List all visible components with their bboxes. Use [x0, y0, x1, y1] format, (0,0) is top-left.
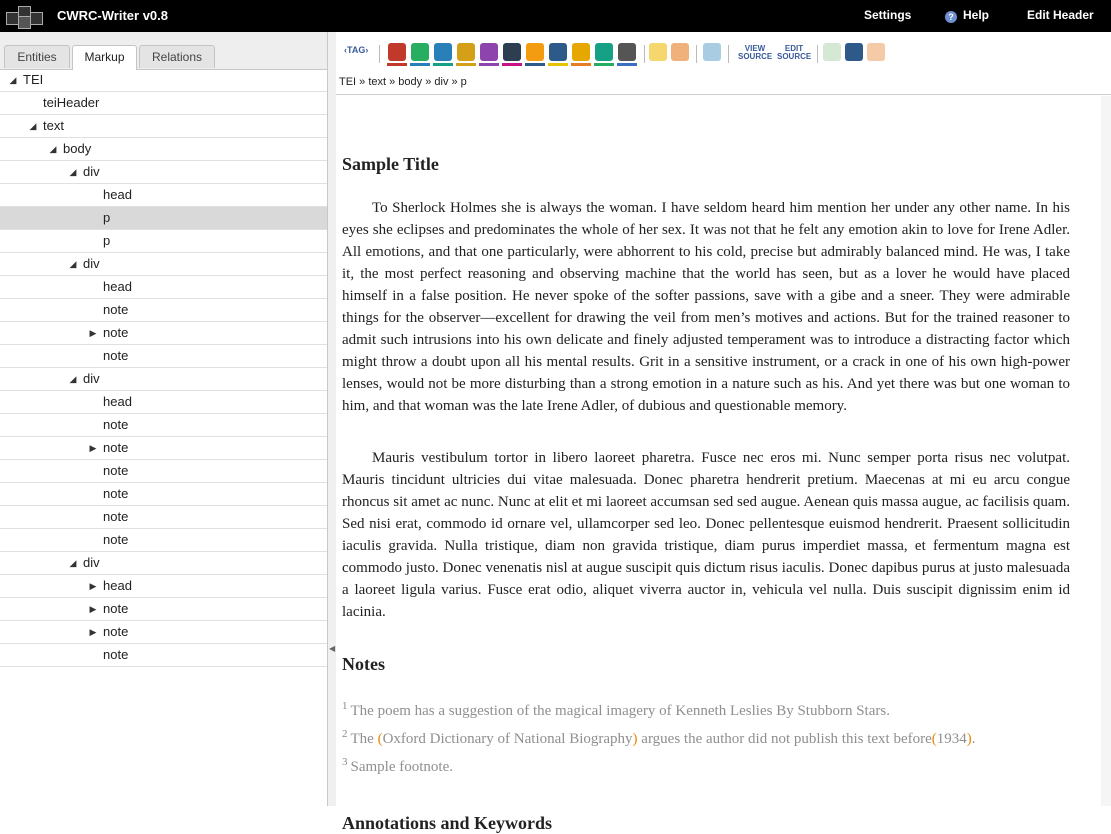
help-label: Help	[963, 8, 990, 22]
tree-node-label: TEI	[23, 72, 44, 87]
entity-color-underline	[548, 63, 568, 66]
tree-node[interactable]	[0, 184, 327, 207]
tree-node-label: div	[83, 371, 100, 386]
tree-node[interactable]	[0, 391, 327, 414]
org-icon[interactable]	[480, 43, 498, 61]
save-icon[interactable]	[845, 43, 863, 61]
correction-icon[interactable]	[595, 43, 613, 61]
toolbar-separator	[696, 45, 697, 63]
doc-title: Sample Title	[342, 154, 439, 174]
tree-node[interactable]	[0, 552, 327, 575]
tree-node-label: body	[63, 141, 92, 156]
collapse-arrow-icon[interactable]: ▶	[89, 443, 97, 453]
tree-node-label: note	[103, 601, 129, 616]
entity-color-underline	[525, 63, 545, 66]
footnote-text: The poem has a suggestion of the magical imagery of Kenneth Leslies By Stubborn Stars.	[350, 703, 890, 719]
tree-node-label: note	[103, 624, 129, 639]
entity-color-underline	[433, 63, 453, 66]
breadcrumb: TEI » text » body » div » p	[339, 76, 467, 88]
bracket: )	[632, 731, 638, 747]
note-icon[interactable]	[526, 43, 544, 61]
warning-icon[interactable]	[572, 43, 590, 61]
tree-node-label: head	[103, 394, 132, 409]
tree-node-label: div	[83, 256, 100, 271]
tree-node[interactable]	[0, 575, 327, 598]
tree-node-label: note	[103, 532, 129, 547]
footnote-text: .	[971, 731, 976, 747]
toolbar-separator	[817, 45, 818, 63]
footnote-number: 3	[342, 756, 348, 768]
tree-node[interactable]	[0, 138, 327, 161]
footnote-number: 2	[342, 728, 348, 740]
logo-icon	[4, 4, 52, 28]
collapse-arrow-icon[interactable]: ▶	[89, 581, 97, 591]
expand-arrow-icon[interactable]: ◢	[69, 167, 77, 177]
footnote-date: 1934	[936, 731, 967, 747]
event-icon[interactable]	[457, 43, 475, 61]
tree-node[interactable]	[0, 92, 327, 115]
tab-bar	[0, 32, 327, 70]
footnote[interactable]	[342, 728, 976, 748]
top-bar	[0, 0, 1111, 32]
collapse-arrow-icon[interactable]: ▶	[89, 627, 97, 637]
footnote[interactable]	[342, 756, 453, 776]
notes-heading: Notes	[342, 654, 385, 674]
tag-button[interactable]: ‹TAG›	[344, 45, 369, 55]
tree-node-label: note	[103, 647, 129, 662]
tree-node[interactable]	[0, 644, 327, 667]
footnote[interactable]	[342, 700, 890, 720]
tree-node[interactable]	[0, 161, 327, 184]
expand-arrow-icon[interactable]: ◢	[69, 374, 77, 384]
tree-node[interactable]	[0, 322, 327, 345]
entity-color-underline	[410, 63, 430, 66]
tab-markup[interactable]: Markup	[72, 45, 137, 70]
tree-node-label: note	[103, 325, 129, 340]
entity-color-underline	[387, 63, 407, 66]
tab-entities[interactable]: Entities	[4, 45, 70, 68]
entity-color-underline	[456, 63, 476, 66]
scrollbar[interactable]	[1101, 96, 1111, 806]
editor-panel	[336, 32, 1111, 833]
open-icon[interactable]	[867, 43, 885, 61]
tree-node[interactable]	[0, 345, 327, 368]
paragraph[interactable]: To Sherlock Holmes she is always the woman. I have seldom heard him mention her under any other name. In his eyes she eclipses and predominates the whole of her sex. It was not that he felt any emotion akin to love for Irene Adler. All emotions, and that one particularly, were abhorrent to his cold, precise but admirably balanced mind. He was, I take it, the most perfect reasoning and observing machine that the world has seen, but as a lover he would have placed himself in a false position. He never spoke of the softer passions, save with a gibe and a sneer. They were admirable things for the observer—excellent for drawing the veil from men’s motives and actions. But for the trained reasoner to admit such intrusions into his own delicate and finely adjusted temperament was to introduce a distracting factor which might throw a doubt upon all his mental results. Grit in a sensitive instrument, or a crack in one of his own high-power lenses, would not be more disturbing than a strong emotion in a nature such as his. And yet there was but one woman to him, and that woman was the late Irene Adler, of dubious and questionable memory.	[342, 200, 1070, 414]
tree-node-label: p	[103, 233, 111, 248]
tree-node[interactable]	[0, 207, 327, 230]
footnote-title: Oxford Dictionary of National Biography	[382, 731, 633, 747]
tree-node[interactable]	[0, 598, 327, 621]
editor-toolbar	[336, 41, 1111, 67]
markup-tree	[0, 69, 327, 667]
footnote-text: argues the author did not publish this text before	[637, 731, 932, 747]
link-icon[interactable]	[618, 43, 636, 61]
tree-node-label: note	[103, 417, 129, 432]
toolbar-separator	[644, 45, 645, 63]
tree-node[interactable]	[0, 253, 327, 276]
toolbar-separator	[728, 45, 729, 63]
expand-arrow-icon[interactable]: ◢	[29, 121, 37, 131]
document-area[interactable]	[342, 96, 1070, 833]
tab-relations[interactable]: Relations	[139, 45, 215, 68]
tree-node-label: div	[83, 555, 100, 570]
book-icon[interactable]	[549, 43, 567, 61]
tree-node[interactable]	[0, 230, 327, 253]
tree-node[interactable]	[0, 529, 327, 552]
expand-arrow-icon[interactable]: ◢	[69, 558, 77, 568]
tree-node-label: head	[103, 187, 132, 202]
expand-arrow-icon[interactable]: ◢	[9, 75, 17, 85]
tree-node-label: head	[103, 578, 132, 593]
tree-node[interactable]	[0, 506, 327, 529]
tree-node-label: note	[103, 302, 129, 317]
tree-node-label: note	[103, 509, 129, 524]
tree-node-label: note	[103, 348, 129, 363]
tree-node[interactable]	[0, 621, 327, 644]
structure-button[interactable]	[703, 43, 721, 61]
tree-node[interactable]	[0, 368, 327, 391]
edit-header-link[interactable]: Edit Header	[1027, 8, 1094, 22]
place-icon[interactable]	[411, 43, 429, 61]
tree-node[interactable]	[0, 299, 327, 322]
footnote-number: 1	[342, 700, 348, 712]
bracket: (	[377, 731, 383, 747]
tree-node[interactable]	[0, 483, 327, 506]
person-icon[interactable]	[388, 43, 406, 61]
tree-node-label: note	[103, 486, 129, 501]
expand-arrow-icon[interactable]: ◢	[49, 144, 57, 154]
tree-node-label: text	[43, 118, 64, 133]
help-icon: ?	[945, 11, 957, 23]
tree-node[interactable]	[0, 414, 327, 437]
divider	[336, 94, 1111, 95]
footnote-text: Sample footnote.	[350, 759, 453, 775]
tree-node[interactable]	[0, 460, 327, 483]
tree-node-label: p	[103, 210, 111, 225]
bracket: (	[931, 731, 937, 747]
edit-tag-button[interactable]	[649, 43, 667, 61]
toolbar-separator	[379, 45, 380, 63]
tree-node-label: note	[103, 440, 129, 455]
left-panel	[0, 32, 327, 806]
settings-link[interactable]: Settings	[864, 8, 912, 22]
entity-color-underline	[571, 63, 591, 66]
tree-node[interactable]	[0, 437, 327, 460]
entity-color-underline	[617, 63, 637, 66]
validate-icon[interactable]	[823, 43, 841, 61]
tree-node-label: teiHeader	[43, 95, 100, 110]
view-source-button[interactable]: VIEW SOURCE	[738, 44, 773, 61]
footnote-text: The	[350, 731, 378, 747]
entity-color-underline	[479, 63, 499, 66]
annotations-heading: Annotations and Keywords	[342, 813, 553, 833]
paragraph[interactable]: Mauris vestibulum tortor in libero laoreet pharetra. Fusce nec eros mi. Nunc semper porta risus nec volutpat. Mauris tincidunt ultricies dui vitae malesuada. Donec pharetra hendrerit pretium. Maecenas at mi eu arcu congue rhoncus sit amet ac nunc. Nunc at elit et mi laoreet accumsan sed sed augue. Aenean quis massa augue, ac facilisis quam. Sed nisi erat, commodo id ornare vel, ullamcorper sed leo. Donec pellentesque euismod hendrerit. Praesent sollicitudin iaculis gravida. Nulla tristique, diam non gravida tristique, diam purus imperdiet massa, et fermentum magna est commodo justo. Donec venenatis nisl at augue suscipit quis dictum risus iaculis. Donec dapibus purus at justo malesuada a laoreet ligula varius. Fusce erat odio, aliquet viverra auctor in, vehicula vel nulla. Duis suscipit dignissim enim id lacinia.	[342, 450, 1070, 620]
app-title: CWRC-Writer v0.8	[57, 8, 169, 23]
help-link[interactable]	[945, 8, 989, 23]
tree-node-label: div	[83, 164, 100, 179]
tree-node[interactable]	[0, 276, 327, 299]
tree-node-label: head	[103, 279, 132, 294]
bracket: )	[966, 731, 972, 747]
tree-node[interactable]	[0, 69, 327, 92]
tree-node-label: note	[103, 463, 129, 478]
expand-arrow-icon[interactable]: ◢	[69, 259, 77, 269]
remove-tag-button[interactable]	[671, 43, 689, 61]
edit-source-button[interactable]: EDIT SOURCE	[777, 44, 812, 61]
collapse-arrow-icon[interactable]: ▶	[89, 328, 97, 338]
date-icon[interactable]	[434, 43, 452, 61]
citation-icon[interactable]	[503, 43, 521, 61]
entity-color-underline	[502, 63, 522, 66]
collapse-arrow-icon[interactable]: ▶	[89, 604, 97, 614]
tree-node[interactable]	[0, 115, 327, 138]
collapse-arrow-icon[interactable]: ◀	[329, 644, 336, 653]
entity-color-underline	[594, 63, 614, 66]
